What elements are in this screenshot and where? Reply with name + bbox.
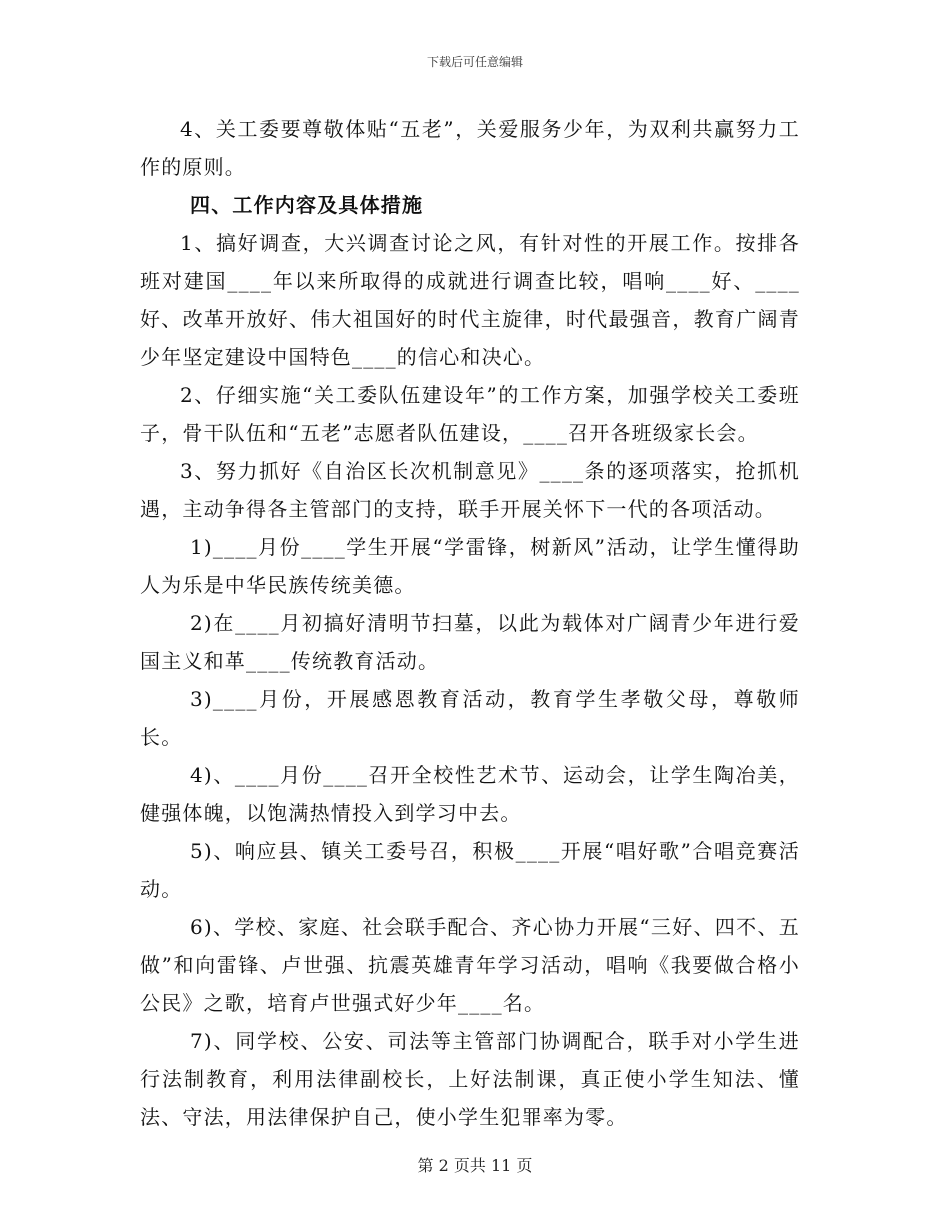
paragraph-item-2: 2、仔细实施“关工委队伍建设年”的工作方案，加强学校关工委班子，骨干队伍和“五老”志愿者队伍建设，____召开各班级家长会。 [140, 383, 800, 445]
document-body [140, 110, 800, 1136]
paragraph-subitem-7: 7)、同学校、公安、司法等主管部门协调配合，联手对小学生进行法制教育，利用法律副校长，上好法制课，真正使小学生知法、懂法、守法，用法律保护自己，使小学生犯罪率为零。 [140, 1029, 800, 1129]
page-header: 下载后可任意编辑 [426, 55, 523, 69]
paragraph-subitem-5: 5)、响应县、镇关工委号召，积极____开展“唱好歌”合唱竞赛活动。 [140, 839, 800, 901]
paragraph-subitem-3: 3)____月份，开展感恩教育活动，教育学生孝敬父母，尊敬师长。 [140, 687, 800, 749]
paragraph-subitem-2: 2)在____月初搞好清明节扫墓，以此为载体对广阔青少年进行爱国主义和革____传统教育活动。 [140, 611, 800, 673]
paragraph-subitem-1: 1)____月份____学生开展“学雷锋，树新风”活动，让学生懂得助人为乐是中华民族传统美德。 [140, 535, 800, 597]
paragraph-subitem-4: 4)、____月份____召开全校性艺术节、运动会，让学生陶冶美，健强体魄，以饱满热情投入到学习中去。 [140, 763, 800, 825]
page-footer: 第 2 页共 11 页 [417, 1156, 533, 1175]
paragraph-item-1: 1、搞好调查，大兴调查讨论之风，有针对性的开展工作。按排各班对建国____年以来所取得的成就进行调查比较，唱响____好、____好、改革开放好、伟大祖国好的时代主旋律，时代最强音，教育广阔青少年坚定建设中国特色____的信心和决心。 [140, 231, 800, 369]
paragraph-principle-4: 4、关工委要尊敬体贴“五老”，关爱服务少年，为双利共赢努力工作的原则。 [140, 117, 800, 179]
paragraph-item-3: 3、努力抓好《自治区长次机制意见》____条的逐项落实，抢抓机遇，主动争得各主管部门的支持，联手开展关怀下一代的各项活动。 [140, 459, 800, 521]
paragraph-subitem-6: 6)、学校、家庭、社会联手配合、齐心协力开展“三好、四不、五做”和向雷锋、卢世强、抗震英雄青年学习活动，唱响《我要做合格小公民》之歌，培育卢世强式好少年____名。 [140, 915, 800, 1015]
section-heading: 四、工作内容及具体措施 [190, 193, 424, 217]
